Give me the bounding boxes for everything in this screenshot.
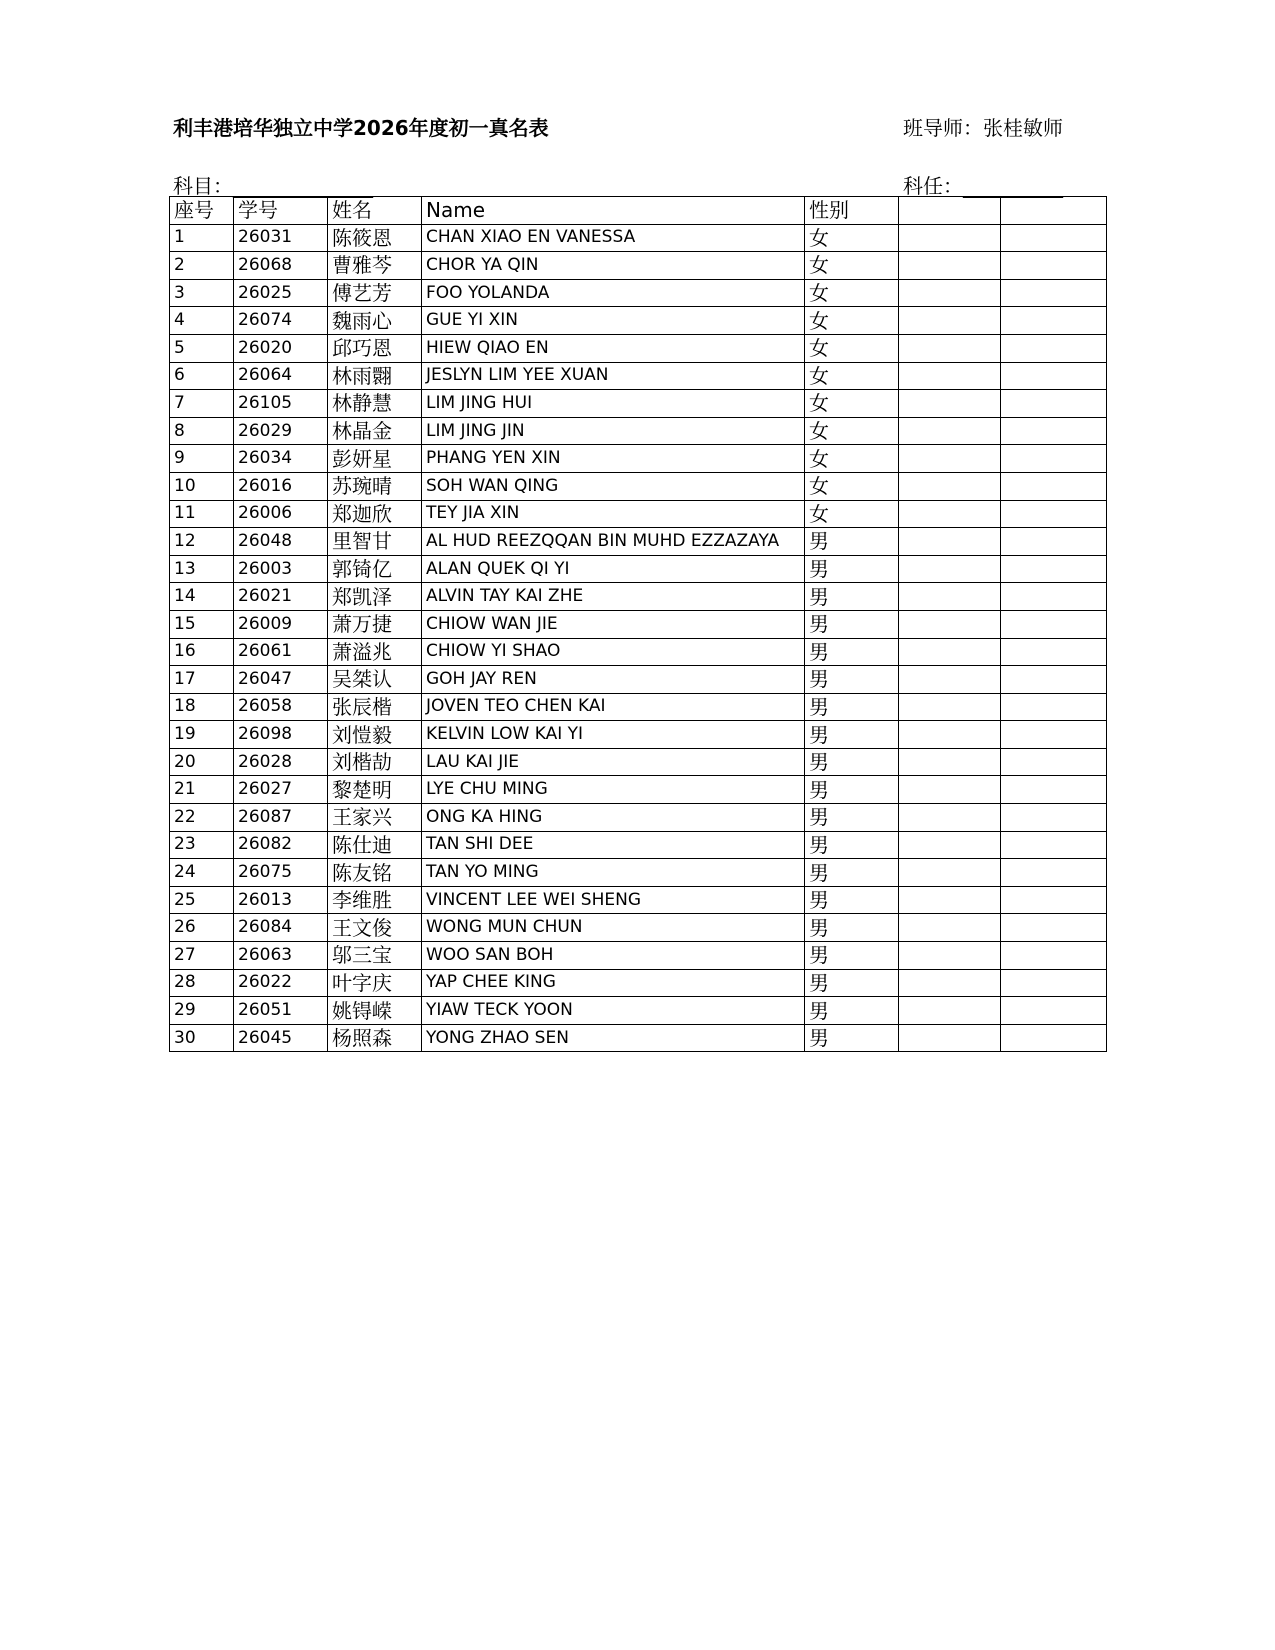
seat-number-cell: 29 (170, 997, 234, 1025)
student-id-cell: 26068 (234, 252, 328, 280)
blank-cell (899, 528, 1001, 556)
seat-number-cell: 25 (170, 886, 234, 914)
table-row (170, 307, 1107, 335)
seat-number-cell: 12 (170, 528, 234, 556)
gender-cell: 男 (805, 666, 899, 694)
gender-cell: 男 (805, 886, 899, 914)
table-row (170, 417, 1107, 445)
english-name-cell: CHIOW WAN JIE (422, 610, 805, 638)
blank-cell (1001, 528, 1107, 556)
blank-cell (1001, 417, 1107, 445)
blank-cell (1001, 1024, 1107, 1052)
table-row (170, 362, 1107, 390)
english-name-cell: GUE YI XIN (422, 307, 805, 335)
table-row (170, 224, 1107, 252)
table-row (170, 610, 1107, 638)
gender-cell: 女 (805, 224, 899, 252)
english-name-cell: SOH WAN QING (422, 472, 805, 500)
english-name-cell: VINCENT LEE WEI SHENG (422, 886, 805, 914)
table-row (170, 666, 1107, 694)
gender-cell: 男 (805, 721, 899, 749)
subject-teacher-blank: __________ (963, 174, 1063, 198)
table-row (170, 831, 1107, 859)
blank-cell (899, 914, 1001, 942)
gender-cell: 女 (805, 500, 899, 528)
english-name-cell: LAU KAI JIE (422, 748, 805, 776)
student-id-cell: 26022 (234, 969, 328, 997)
document-title: 利丰港培华独立中学2026年度初一真名表 (173, 116, 549, 140)
seat-number-cell: 13 (170, 555, 234, 583)
chinese-name-cell: 黎楚明 (328, 776, 422, 804)
chinese-name-cell: 彭妍星 (328, 445, 422, 473)
blank-cell (899, 748, 1001, 776)
table-row (170, 472, 1107, 500)
chinese-name-cell: 邬三宝 (328, 942, 422, 970)
student-id-cell: 26034 (234, 445, 328, 473)
blank-cell (899, 472, 1001, 500)
seat-number-cell: 17 (170, 666, 234, 694)
subject-teacher-label: 科任： (903, 174, 963, 198)
seat-number-cell: 9 (170, 445, 234, 473)
english-name-cell: YONG ZHAO SEN (422, 1024, 805, 1052)
english-name-cell: YIAW TECK YOON (422, 997, 805, 1025)
english-name-cell: ONG KA HING (422, 804, 805, 832)
subject-field (173, 170, 373, 199)
blank-cell (1001, 969, 1107, 997)
student-id-cell: 26061 (234, 638, 328, 666)
blank-cell (899, 997, 1001, 1025)
blank-cell (899, 776, 1001, 804)
blank-cell (899, 445, 1001, 473)
student-id-cell: 26031 (234, 224, 328, 252)
seat-number-cell: 1 (170, 224, 234, 252)
column-header (1001, 197, 1107, 225)
chinese-name-cell: 陈仕迪 (328, 831, 422, 859)
gender-cell: 女 (805, 445, 899, 473)
table-row (170, 500, 1107, 528)
blank-cell (899, 666, 1001, 694)
blank-cell (899, 500, 1001, 528)
table-row (170, 969, 1107, 997)
blank-cell (1001, 472, 1107, 500)
blank-cell (1001, 721, 1107, 749)
gender-cell: 男 (805, 693, 899, 721)
blank-cell (1001, 693, 1107, 721)
seat-number-cell: 28 (170, 969, 234, 997)
table-row (170, 445, 1107, 473)
subject-label: 科目： (173, 174, 233, 198)
chinese-name-cell: 郑凯泽 (328, 583, 422, 611)
seat-number-cell: 8 (170, 417, 234, 445)
blank-cell (1001, 638, 1107, 666)
blank-cell (1001, 859, 1107, 887)
seat-number-cell: 15 (170, 610, 234, 638)
chinese-name-cell: 邱巧恩 (328, 334, 422, 362)
table-row (170, 886, 1107, 914)
blank-cell (1001, 555, 1107, 583)
subject-teacher-field (903, 170, 1063, 199)
table-row (170, 334, 1107, 362)
chinese-name-cell: 刘楷劼 (328, 748, 422, 776)
class-teacher-name: 张桂敏师 (983, 116, 1063, 140)
student-id-cell: 26045 (234, 1024, 328, 1052)
gender-cell: 男 (805, 942, 899, 970)
student-roster-table (169, 196, 1107, 1052)
column-header: 学号 (234, 197, 328, 225)
table-row (170, 390, 1107, 418)
student-id-cell: 26048 (234, 528, 328, 556)
english-name-cell: JOVEN TEO CHEN KAI (422, 693, 805, 721)
table-row (170, 555, 1107, 583)
blank-cell (1001, 279, 1107, 307)
seat-number-cell: 14 (170, 583, 234, 611)
seat-number-cell: 20 (170, 748, 234, 776)
student-id-cell: 26021 (234, 583, 328, 611)
english-name-cell: LIM JING HUI (422, 390, 805, 418)
blank-cell (1001, 997, 1107, 1025)
gender-cell: 男 (805, 555, 899, 583)
student-id-cell: 26047 (234, 666, 328, 694)
table-row (170, 693, 1107, 721)
chinese-name-cell: 王文俊 (328, 914, 422, 942)
english-name-cell: ALVIN TAY KAI ZHE (422, 583, 805, 611)
blank-cell (1001, 307, 1107, 335)
student-id-cell: 26028 (234, 748, 328, 776)
table-row (170, 804, 1107, 832)
gender-cell: 男 (805, 776, 899, 804)
blank-cell (1001, 666, 1107, 694)
english-name-cell: YAP CHEE KING (422, 969, 805, 997)
column-header: Name (422, 197, 805, 225)
chinese-name-cell: 刘愷毅 (328, 721, 422, 749)
blank-cell (1001, 914, 1107, 942)
chinese-name-cell: 苏琬晴 (328, 472, 422, 500)
english-name-cell: TAN YO MING (422, 859, 805, 887)
student-id-cell: 26027 (234, 776, 328, 804)
blank-cell (899, 969, 1001, 997)
seat-number-cell: 7 (170, 390, 234, 418)
blank-cell (1001, 610, 1107, 638)
seat-number-cell: 30 (170, 1024, 234, 1052)
gender-cell: 男 (805, 610, 899, 638)
table-row (170, 721, 1107, 749)
student-id-cell: 26082 (234, 831, 328, 859)
chinese-name-cell: 林雨翾 (328, 362, 422, 390)
seat-number-cell: 3 (170, 279, 234, 307)
blank-cell (899, 831, 1001, 859)
chinese-name-cell: 萧溢兆 (328, 638, 422, 666)
gender-cell: 女 (805, 252, 899, 280)
student-id-cell: 26025 (234, 279, 328, 307)
english-name-cell: TEY JIA XIN (422, 500, 805, 528)
gender-cell: 女 (805, 334, 899, 362)
seat-number-cell: 16 (170, 638, 234, 666)
student-id-cell: 26084 (234, 914, 328, 942)
english-name-cell: ALAN QUEK QI YI (422, 555, 805, 583)
gender-cell: 男 (805, 914, 899, 942)
seat-number-cell: 21 (170, 776, 234, 804)
table-row (170, 748, 1107, 776)
student-id-cell: 26087 (234, 804, 328, 832)
student-id-cell: 26013 (234, 886, 328, 914)
blank-cell (899, 555, 1001, 583)
blank-cell (1001, 831, 1107, 859)
seat-number-cell: 23 (170, 831, 234, 859)
gender-cell: 男 (805, 583, 899, 611)
chinese-name-cell: 叶字庆 (328, 969, 422, 997)
table-header-row (170, 197, 1107, 225)
gender-cell: 女 (805, 307, 899, 335)
blank-cell (1001, 252, 1107, 280)
seat-number-cell: 11 (170, 500, 234, 528)
student-id-cell: 26075 (234, 859, 328, 887)
english-name-cell: HIEW QIAO EN (422, 334, 805, 362)
chinese-name-cell: 魏雨心 (328, 307, 422, 335)
english-name-cell: GOH JAY REN (422, 666, 805, 694)
table-row (170, 859, 1107, 887)
english-name-cell: KELVIN LOW KAI YI (422, 721, 805, 749)
chinese-name-cell: 曹雅芩 (328, 252, 422, 280)
table-row (170, 279, 1107, 307)
student-id-cell: 26064 (234, 362, 328, 390)
seat-number-cell: 19 (170, 721, 234, 749)
gender-cell: 男 (805, 528, 899, 556)
blank-cell (1001, 334, 1107, 362)
blank-cell (899, 721, 1001, 749)
blank-cell (899, 610, 1001, 638)
blank-cell (899, 886, 1001, 914)
blank-cell (899, 307, 1001, 335)
student-id-cell: 26058 (234, 693, 328, 721)
seat-number-cell: 22 (170, 804, 234, 832)
english-name-cell: CHAN XIAO EN VANESSA (422, 224, 805, 252)
blank-cell (899, 804, 1001, 832)
chinese-name-cell: 萧万捷 (328, 610, 422, 638)
student-id-cell: 26051 (234, 997, 328, 1025)
seat-number-cell: 5 (170, 334, 234, 362)
column-header: 性别 (805, 197, 899, 225)
student-id-cell: 26074 (234, 307, 328, 335)
column-header (899, 197, 1001, 225)
english-name-cell: TAN SHI DEE (422, 831, 805, 859)
blank-cell (899, 1024, 1001, 1052)
student-id-cell: 26006 (234, 500, 328, 528)
blank-cell (1001, 748, 1107, 776)
english-name-cell: AL HUD REEZQQAN BIN MUHD EZZAZAYA (422, 528, 805, 556)
blank-cell (1001, 804, 1107, 832)
seat-number-cell: 18 (170, 693, 234, 721)
seat-number-cell: 4 (170, 307, 234, 335)
gender-cell: 男 (805, 748, 899, 776)
blank-cell (899, 390, 1001, 418)
chinese-name-cell: 里智甘 (328, 528, 422, 556)
table-row (170, 914, 1107, 942)
chinese-name-cell: 郑迦欣 (328, 500, 422, 528)
blank-cell (1001, 776, 1107, 804)
chinese-name-cell: 李维胜 (328, 886, 422, 914)
english-name-cell: LIM JING JIN (422, 417, 805, 445)
chinese-name-cell: 郭锜亿 (328, 555, 422, 583)
gender-cell: 男 (805, 804, 899, 832)
table-row (170, 997, 1107, 1025)
student-id-cell: 26009 (234, 610, 328, 638)
blank-cell (899, 417, 1001, 445)
gender-cell: 女 (805, 279, 899, 307)
gender-cell: 男 (805, 997, 899, 1025)
student-id-cell: 26105 (234, 390, 328, 418)
student-id-cell: 26020 (234, 334, 328, 362)
chinese-name-cell: 张辰楷 (328, 693, 422, 721)
blank-cell (899, 638, 1001, 666)
student-id-cell: 26029 (234, 417, 328, 445)
seat-number-cell: 10 (170, 472, 234, 500)
chinese-name-cell: 姚锝嵘 (328, 997, 422, 1025)
english-name-cell: PHANG YEN XIN (422, 445, 805, 473)
blank-cell (1001, 500, 1107, 528)
gender-cell: 女 (805, 390, 899, 418)
english-name-cell: LYE CHU MING (422, 776, 805, 804)
blank-cell (1001, 390, 1107, 418)
student-id-cell: 26003 (234, 555, 328, 583)
student-id-cell: 26098 (234, 721, 328, 749)
gender-cell: 女 (805, 362, 899, 390)
column-header: 姓名 (328, 197, 422, 225)
seat-number-cell: 27 (170, 942, 234, 970)
student-id-cell: 26016 (234, 472, 328, 500)
chinese-name-cell: 林晶金 (328, 417, 422, 445)
seat-number-cell: 2 (170, 252, 234, 280)
table-row (170, 638, 1107, 666)
blank-cell (899, 583, 1001, 611)
english-name-cell: JESLYN LIM YEE XUAN (422, 362, 805, 390)
gender-cell: 男 (805, 831, 899, 859)
blank-cell (899, 693, 1001, 721)
chinese-name-cell: 杨照森 (328, 1024, 422, 1052)
gender-cell: 男 (805, 969, 899, 997)
blank-cell (899, 859, 1001, 887)
blank-cell (899, 224, 1001, 252)
blank-cell (899, 362, 1001, 390)
gender-cell: 女 (805, 417, 899, 445)
chinese-name-cell: 林静慧 (328, 390, 422, 418)
gender-cell: 男 (805, 859, 899, 887)
chinese-name-cell: 陈友铭 (328, 859, 422, 887)
gender-cell: 男 (805, 638, 899, 666)
table-row (170, 776, 1107, 804)
table-row (170, 528, 1107, 556)
chinese-name-cell: 陈筱恩 (328, 224, 422, 252)
table-row (170, 252, 1107, 280)
chinese-name-cell: 王家兴 (328, 804, 422, 832)
blank-cell (899, 334, 1001, 362)
class-teacher-label: 班导师： (903, 116, 983, 140)
english-name-cell: WONG MUN CHUN (422, 914, 805, 942)
blank-cell (1001, 224, 1107, 252)
blank-cell (899, 942, 1001, 970)
english-name-cell: FOO YOLANDA (422, 279, 805, 307)
blank-cell (899, 252, 1001, 280)
english-name-cell: CHIOW YI SHAO (422, 638, 805, 666)
subject-blank: ______________ (233, 174, 373, 198)
chinese-name-cell: 傅艺芳 (328, 279, 422, 307)
chinese-name-cell: 吴桀认 (328, 666, 422, 694)
blank-cell (899, 279, 1001, 307)
blank-cell (1001, 942, 1107, 970)
blank-cell (1001, 362, 1107, 390)
seat-number-cell: 6 (170, 362, 234, 390)
english-name-cell: CHOR YA QIN (422, 252, 805, 280)
blank-cell (1001, 583, 1107, 611)
table-row (170, 583, 1107, 611)
class-teacher (903, 112, 1063, 141)
table-row (170, 942, 1107, 970)
gender-cell: 女 (805, 472, 899, 500)
blank-cell (1001, 886, 1107, 914)
seat-number-cell: 26 (170, 914, 234, 942)
student-id-cell: 26063 (234, 942, 328, 970)
column-header: 座号 (170, 197, 234, 225)
table-row (170, 1024, 1107, 1052)
blank-cell (1001, 445, 1107, 473)
seat-number-cell: 24 (170, 859, 234, 887)
gender-cell: 男 (805, 1024, 899, 1052)
english-name-cell: WOO SAN BOH (422, 942, 805, 970)
